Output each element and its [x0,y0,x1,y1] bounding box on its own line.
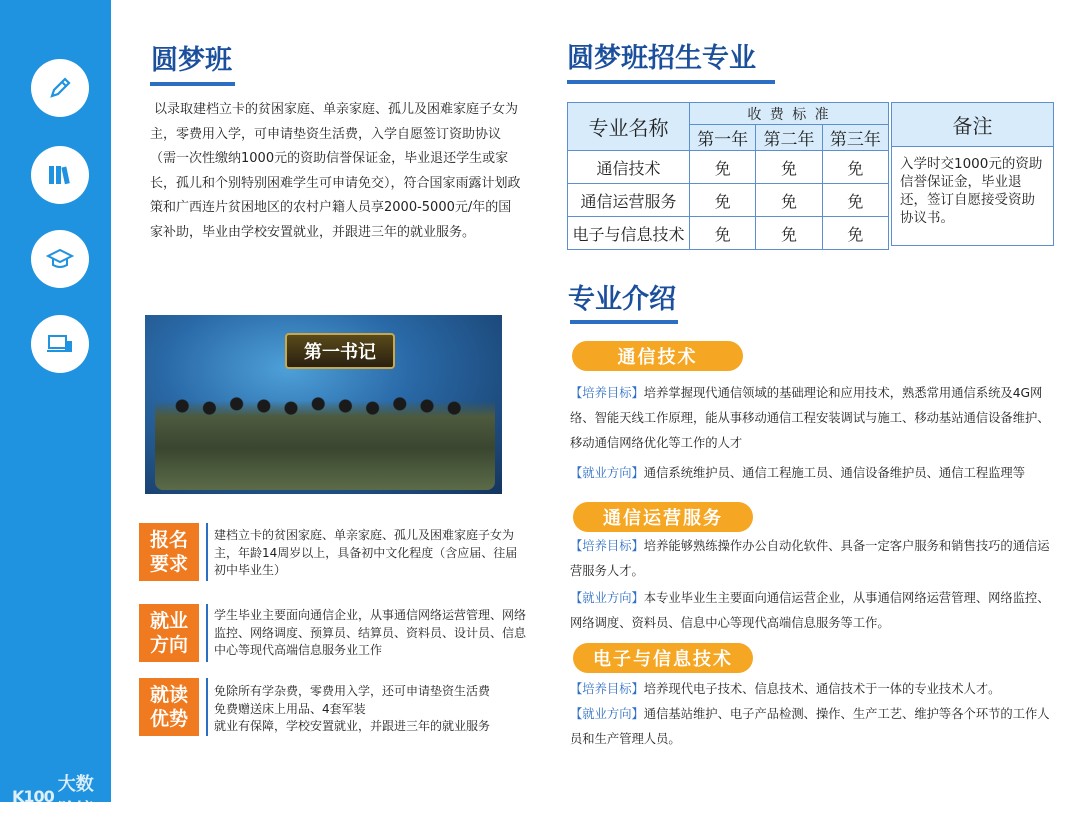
job-label: 【就业方向】 [570,707,644,721]
tag-employment [139,604,199,662]
tag-label-line1: 就读 [149,684,188,706]
section-title-enrollment: 圆梦班招生专业 [567,43,756,74]
major-2-job [570,586,1060,636]
graduation-cap-icon[interactable] [31,230,89,288]
tag-text-employment: 学生毕业主要面向通信企业，从事通信网络运营管理、网络监控、网络调度、预算员、结算员、资料员、设计员、信息中心等现代高端信息服务业工作 [214,608,527,657]
section-title-majors: 专业介绍 [568,284,676,315]
fee-cell: 免 [756,151,822,184]
goal-text: 培养能够熟练操作办公自动化软件、具备一定客户服务和销售技巧的通信运营服务人才。 [570,539,1050,578]
job-label: 【就业方向】 [570,591,644,605]
col-major-name: 专业名称 [568,103,690,151]
tag-label-line1: 就业 [149,610,188,632]
table-row [568,184,889,217]
watermark [12,770,111,822]
devices-icon[interactable] [31,315,89,373]
fee-cell: 免 [822,217,888,250]
major-3-job [570,702,1060,752]
major-cell: 通信运营服务 [568,184,690,217]
fee-cell: 免 [822,151,888,184]
advantage-line: 就业有保障，学校安置就业，并跟进三年的就业服务 [214,719,491,733]
fee-cell: 免 [756,217,822,250]
tag-label-line1: 报名 [149,529,188,551]
watermark-text: 大数跨境 [57,774,94,821]
intro-paragraph: 以录取建档立卡的贫困家庭、单亲家庭、孤儿及困难家庭子女为主，零费用入学，可申请垫资生活费，入学自愿签订资助协议（需一次性缴纳1000元的资助信誉保证金，毕业退还学生或家长，孤儿和个别特别困难学生可申请免交），符合国家雨露计划政策和广西连片贫困地区的农村户籍人员享2000-5000元/年的国家补助，毕业由学校安置就业，并跟进三年的就业服务。 [150,102,521,240]
table-row [568,151,889,184]
tag-text-registration: 建档立卡的贫困家庭、单亲家庭、孤儿及困难家庭子女为主，年龄14周岁以上，具备初中文化程度（含应届、往届初中毕业生） [214,528,518,577]
tag-divider [206,604,208,662]
tag-label-line2: 方向 [149,634,188,656]
fee-cell: 免 [690,217,756,250]
goal-label: 【培养目标】 [570,386,644,400]
title-underline [150,82,235,86]
sidebar [0,0,111,821]
goal-text: 培养掌握现代通信领域的基础理论和应用技术，熟悉常用通信系统及4G网络、智能天线工作原理，能从事移动通信工程安装调试与施工、移动基站通信设备维护、移动通信网络优化等工作的人才 [570,386,1050,450]
major-2-goal [570,534,1060,584]
section-title-yuanmeng: 圆梦班 [151,45,232,76]
photo-banner: 第一书记 [285,333,395,369]
fee-table [567,102,889,250]
year-header: 第三年 [822,125,888,151]
fee-cell: 免 [690,184,756,217]
title-underline [570,320,678,324]
major-pill-3: 电子与信息技术 [573,643,753,673]
major-cell: 电子与信息技术 [568,217,690,250]
year-header: 第一年 [690,125,756,151]
tag-label-line2: 优势 [149,708,188,730]
note-header: 备注 [892,103,1053,147]
title-underline [567,80,775,84]
advantage-line: 免费赠送床上用品、4套军装 [214,701,366,716]
tag-divider [206,678,208,736]
major-1-goal [570,381,1060,456]
year-header: 第二年 [756,125,822,151]
major-pill-2: 通信运营服务 [573,502,753,532]
job-text: 通信基站维护、电子产品检测、操作、生产工艺、维护等各个环节的工作人员和生产管理人员。 [570,707,1050,746]
pencil-icon[interactable] [31,59,89,117]
books-icon[interactable] [31,146,89,204]
note-box [891,102,1054,246]
job-text: 本专业毕业生主要面向通信运营企业，从事通信网络运营管理、网络监控、网络调度、资料员、信息中心等现代高端信息服务等工作。 [570,591,1050,630]
job-label: 【就业方向】 [570,466,644,480]
fee-cell: 免 [690,151,756,184]
fee-header: 收 费 标 准 [690,103,889,125]
job-text: 通信系统维护员、通信工程施工员、通信设备维护员、通信工程监理等 [643,466,1026,480]
watermark-logo: K100 [12,786,54,806]
tag-advantage [139,678,199,736]
tag-registration [139,523,199,581]
advantage-line: 免除所有学杂费，零费用入学，还可申请垫资生活费 [214,684,491,698]
major-pill-1: 通信技术 [572,341,743,371]
tag-text-advantage [214,683,529,736]
goal-text: 培养现代电子技术、信息技术、通信技术于一体的专业技术人才。 [643,682,1001,696]
table-row [568,217,889,250]
photo-crowd [155,385,495,490]
goal-label: 【培养目标】 [570,682,644,696]
tag-label-line2: 要求 [149,553,188,575]
fee-cell: 免 [822,184,888,217]
major-3-goal [570,677,1060,702]
tag-divider [206,523,208,581]
major-1-job [570,461,1060,486]
fee-cell: 免 [756,184,822,217]
note-text: 入学时交1000元的资助信誉保证金，毕业退还，签订自愿接受资助协议书。 [900,156,1043,226]
goal-label: 【培养目标】 [570,539,644,553]
group-photo [145,315,502,494]
major-cell: 通信技术 [568,151,690,184]
